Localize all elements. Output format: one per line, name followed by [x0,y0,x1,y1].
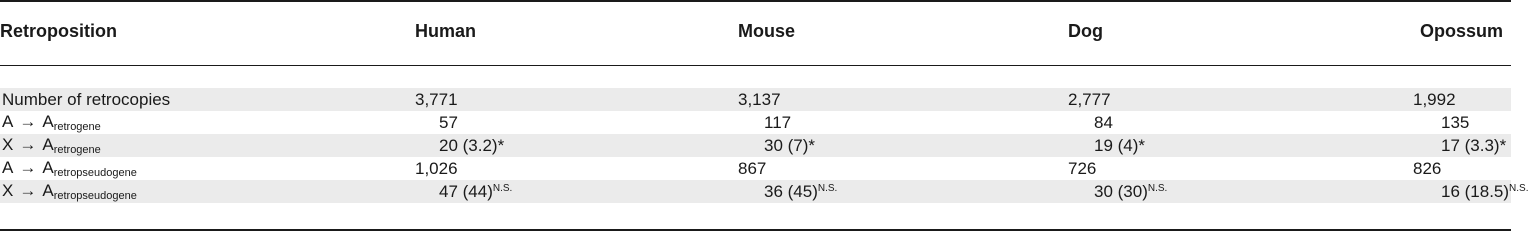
table-row [0,88,1511,111]
row-label: $X \to A_{retropseudogene}$ [0,180,415,203]
table-header-row [0,0,1511,66]
cell-human: 20 (3.2)* [415,134,738,157]
cell-mouse: 117 [764,112,792,132]
table-row [0,157,1511,180]
cell-mouse: 36 $(45)^{N.S.}$ [738,180,1068,203]
cell-dog: 726 [1068,158,1097,178]
cell-human: 3,771 [415,88,738,111]
spacer-row [0,66,1511,88]
table-bottom-rule [0,229,1511,231]
cell-opossum: 16 $(18.5)^{N.S.}$ [1413,180,1511,203]
cell-opossum: 17 (3.3)* [1413,134,1511,157]
header-human: Human [415,21,477,41]
header-dog: Dog [1068,21,1103,41]
cell-mouse: 867 [738,158,767,178]
row-label: $X \to A_{retrogene}$ [0,134,415,157]
cell-human: 1,026 [415,158,458,178]
row-label: $A \to A_{retropseudogene}$ [2,158,137,179]
cell-dog: 19 (4)* [1068,134,1413,157]
cell-opossum: 1,992 [1413,88,1511,111]
cell-human: 57 [439,112,458,132]
cell-opossum: 826 [1413,158,1442,178]
cell-mouse: 30 (7)* [738,134,1068,157]
cell-human: 47 $(44)^{N.S.}$ [415,180,738,203]
table-row [0,111,1511,134]
header-mouse: Mouse [738,21,796,41]
table-row [0,180,1511,203]
table-row [0,134,1511,157]
header-opossum: Opossum [1419,21,1503,41]
cell-opossum: 135 [1441,112,1470,132]
cell-dog: 84 [1094,112,1113,132]
cell-dog: 2,777 [1068,88,1413,111]
cell-dog: 30 $(30)^{N.S.}$ [1068,180,1413,203]
header-retroposition: Retroposition [0,21,117,41]
row-label: Number of retrocopies [0,88,415,111]
row-label: $A \to A_{retrogene}$ [2,112,101,133]
cell-mouse: 3,137 [738,88,1068,111]
